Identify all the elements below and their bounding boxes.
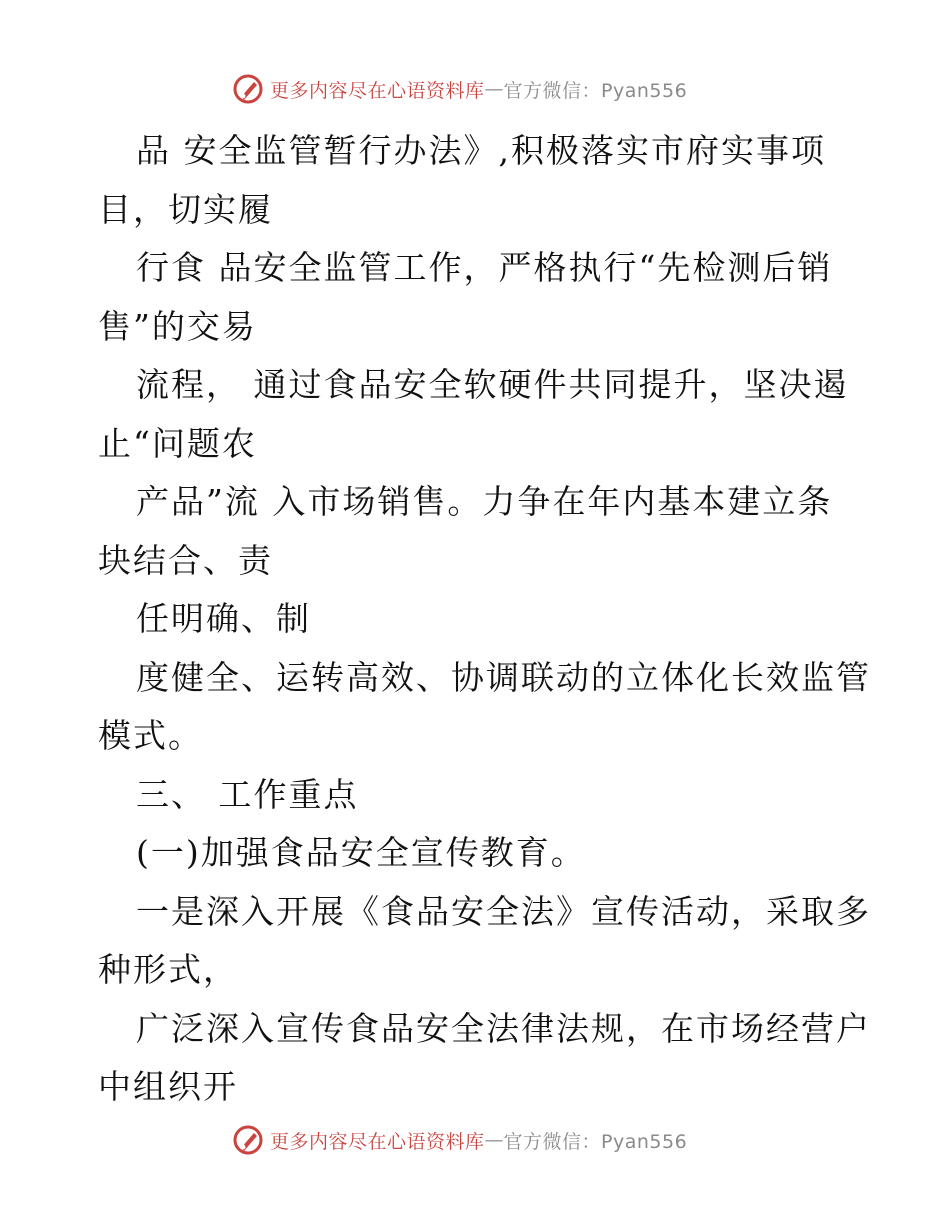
- paragraph-line: 广泛深入宣传食品安全法律法规，在市场经营户: [136, 1008, 871, 1048]
- paragraph-line: 流程， 通过食品安全软硬件共同提升，坚决遏: [136, 365, 849, 404]
- footer-banner: [232, 1123, 712, 1157]
- paragraph-line: 售”的交易: [98, 306, 257, 346]
- red-circle-pen-logo-icon: [232, 73, 264, 105]
- paragraph-line: 中组织开: [98, 1067, 238, 1106]
- subsection-heading: (一)加强食品安全宣传教育。: [136, 833, 586, 872]
- paragraph-line: 产品”流 入市场销售。力争在年内基本建立条: [136, 482, 833, 521]
- paragraph-line: 种形式，: [98, 950, 238, 989]
- section-heading: 三、 工作重点: [136, 774, 359, 814]
- banner-dash: —: [484, 78, 504, 100]
- document-body: [98, 122, 871, 1117]
- banner-wechat: 官方微信：Pyan556: [503, 1130, 688, 1153]
- header-banner: [232, 72, 712, 106]
- paragraph-line: 品 安全监管暂行办法》,积极落实市府实事项: [136, 131, 826, 170]
- paragraph-line: 度健全、运转高效、协调联动的立体化长效监管: [136, 657, 871, 697]
- banner-dash: —: [484, 1129, 504, 1151]
- paragraph-line: 任明确、制: [136, 599, 311, 638]
- red-circle-pen-logo-icon: [232, 1124, 264, 1156]
- banner-wechat: 官方微信：Pyan556: [503, 79, 688, 102]
- paragraph-line: 一是深入开展《食品安全法》宣传活动，采取多: [136, 891, 871, 931]
- paragraph-line: 行食 品安全监管工作，严格执行“先检测后销: [136, 248, 833, 287]
- paragraph-line: 目，切实履: [98, 189, 273, 229]
- banner-title: 更多内容尽在心语资料库: [270, 79, 485, 102]
- banner-title: 更多内容尽在心语资料库: [270, 1130, 485, 1153]
- paragraph-line: 止“问题农: [98, 423, 257, 463]
- paragraph-line: 模式。: [98, 716, 203, 755]
- paragraph-line: 块结合、责: [98, 540, 273, 580]
